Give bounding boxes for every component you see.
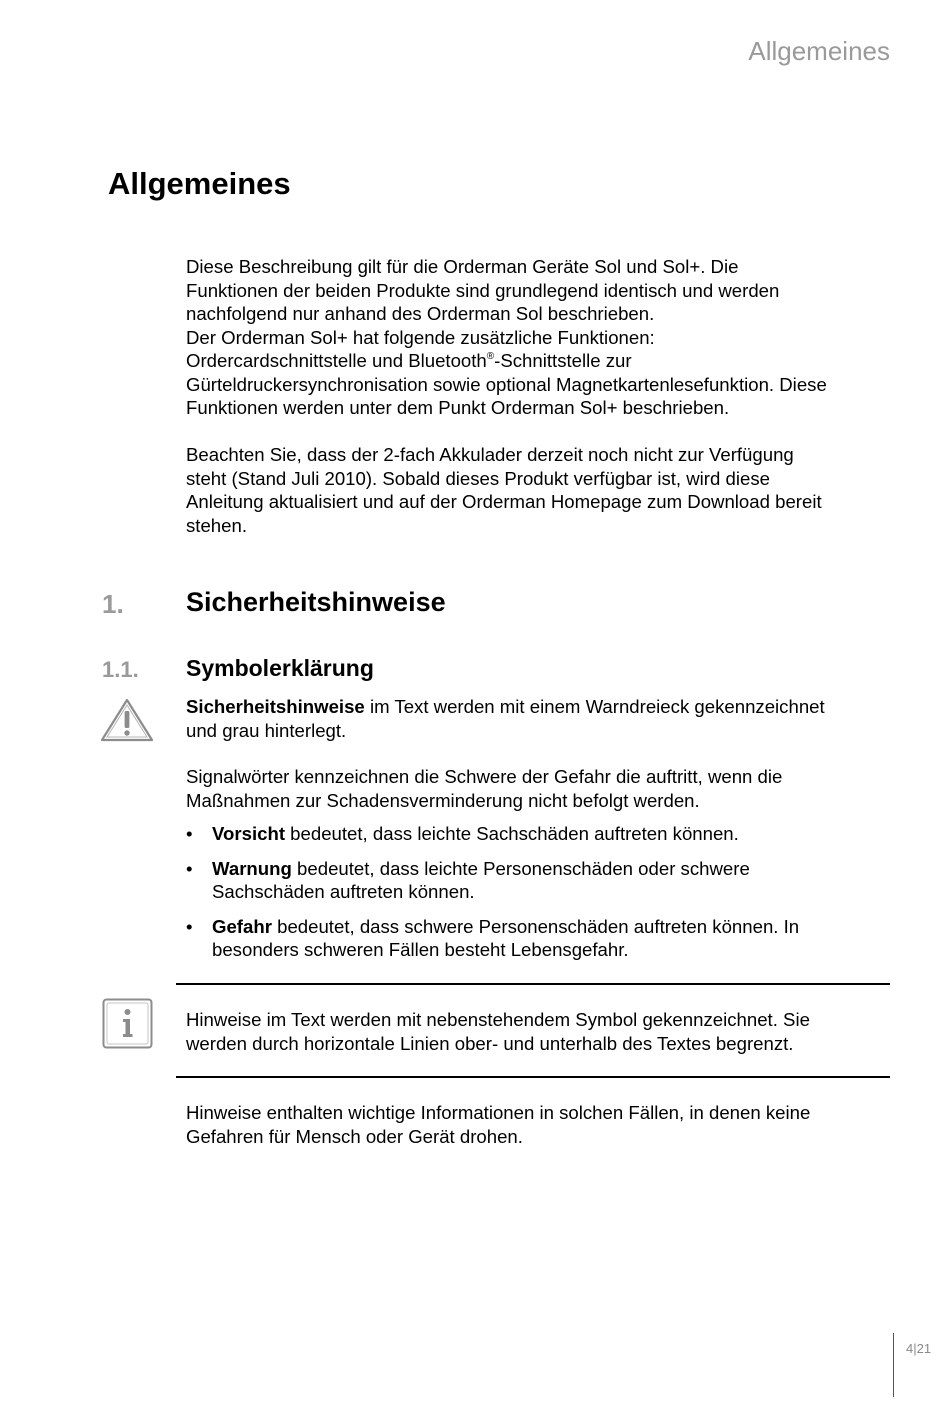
subsection-heading: Symbolerklärung bbox=[186, 655, 374, 681]
text-line: und grau hinterlegt. bbox=[186, 719, 347, 741]
section-heading: Sicherheitshinweise bbox=[186, 587, 446, 617]
text-span: bedeutet, dass schwere Personenschäden auftreten können. In bbox=[271, 915, 800, 937]
list-item bbox=[186, 822, 896, 846]
text-span: im Text werden mit einem Warndreieck gekennzeichnet bbox=[364, 696, 825, 717]
section-number: 1. bbox=[102, 589, 124, 619]
text-line: stehen. bbox=[186, 514, 247, 536]
intro-paragraph-1 bbox=[186, 255, 896, 420]
text-line: Hinweise im Text werden mit nebenstehendem Symbol gekennzeichnet. Sie bbox=[186, 1009, 810, 1030]
text-line: Diese Beschreibung gilt für die Orderman Geräte Sol und Sol+. Die bbox=[186, 256, 739, 277]
text-line bbox=[212, 822, 896, 846]
bullet-glyph: • bbox=[186, 857, 193, 879]
text-line bbox=[212, 915, 896, 939]
text-line: Beachten Sie, dass der 2-fach Akkulader derzeit noch nicht zur Verfügung bbox=[186, 444, 794, 465]
text-line: Gefahren für Mensch oder Gerät drohen. bbox=[186, 1125, 523, 1147]
text-span: bedeutet, dass leichte Sachschäden auftreten können. bbox=[285, 823, 739, 844]
warning-triangle-icon bbox=[100, 697, 154, 748]
text-line: Anleitung aktualisiert und auf der Orderman Homepage zum Download bereit bbox=[186, 491, 822, 512]
page-number: 4|21 bbox=[906, 1341, 932, 1356]
note-paragraph bbox=[186, 1008, 896, 1055]
registered-mark: ® bbox=[486, 351, 495, 362]
text-line: Funktionen der beiden Produkte sind grundlegend identisch und werden bbox=[186, 279, 780, 301]
text-line: Gürteldruckersynchronisation sowie optional Magnetkartenlesefunktion. Diese bbox=[186, 373, 827, 395]
bullet-glyph: • bbox=[186, 823, 193, 844]
text-span: bedeutet, dass leichte Personenschäden oder schwere bbox=[291, 857, 750, 879]
bullet-glyph: • bbox=[186, 915, 193, 937]
note-top-rule bbox=[176, 983, 890, 985]
text-line: besonders schweren Fällen besteht Lebensgefahr. bbox=[212, 939, 629, 960]
text-line: werden durch horizontale Linien ober- und unterhalb des Textes begrenzt. bbox=[186, 1032, 794, 1054]
text-line bbox=[186, 695, 896, 719]
info-icon bbox=[102, 998, 154, 1055]
intro-paragraph-2 bbox=[186, 443, 896, 537]
bold-term: Vorsicht bbox=[212, 823, 286, 844]
page-title: Allgemeines bbox=[108, 166, 291, 201]
bold-term: Gefahr bbox=[212, 915, 272, 937]
signal-words-paragraph bbox=[186, 765, 896, 812]
footer-separator bbox=[893, 1333, 894, 1397]
bold-term: Sicherheitshinweise bbox=[186, 696, 365, 717]
text-line: Der Orderman Sol+ hat folgende zusätzliche Funktionen: bbox=[186, 326, 655, 348]
text-line: Sachschäden auftreten können. bbox=[212, 881, 475, 902]
text-line bbox=[212, 857, 896, 881]
text-line: Maßnahmen zur Schadensverminderung nicht befolgt werden. bbox=[186, 789, 700, 811]
text-line: Hinweise enthalten wichtige Informationen in solchen Fällen, in denen keine bbox=[186, 1102, 811, 1123]
list-item bbox=[186, 857, 896, 904]
text-span: -Schnittstelle zur bbox=[494, 350, 632, 371]
text-line: nachfolgend nur anhand des Orderman Sol beschrieben. bbox=[186, 303, 655, 324]
bold-term: Warnung bbox=[212, 857, 292, 879]
info-explanation-paragraph bbox=[186, 1101, 896, 1148]
running-header: Allgemeines bbox=[748, 36, 890, 66]
text-line bbox=[186, 349, 896, 373]
text-line: Signalwörter kennzeichnen die Schwere der Gefahr die auftritt, wenn die bbox=[186, 766, 783, 787]
note-bottom-rule bbox=[176, 1076, 890, 1078]
text-line: steht (Stand Juli 2010). Sobald dieses Produkt verfügbar ist, wird diese bbox=[186, 467, 770, 489]
safety-notice-paragraph bbox=[186, 695, 896, 742]
text-span: Ordercardschnittstelle und Bluetooth bbox=[186, 350, 487, 371]
signal-word-list bbox=[186, 822, 896, 973]
text-line: Funktionen werden unter dem Punkt Orderman Sol+ beschrieben. bbox=[186, 397, 730, 418]
subsection-number: 1.1. bbox=[102, 657, 139, 682]
list-item bbox=[186, 915, 896, 962]
